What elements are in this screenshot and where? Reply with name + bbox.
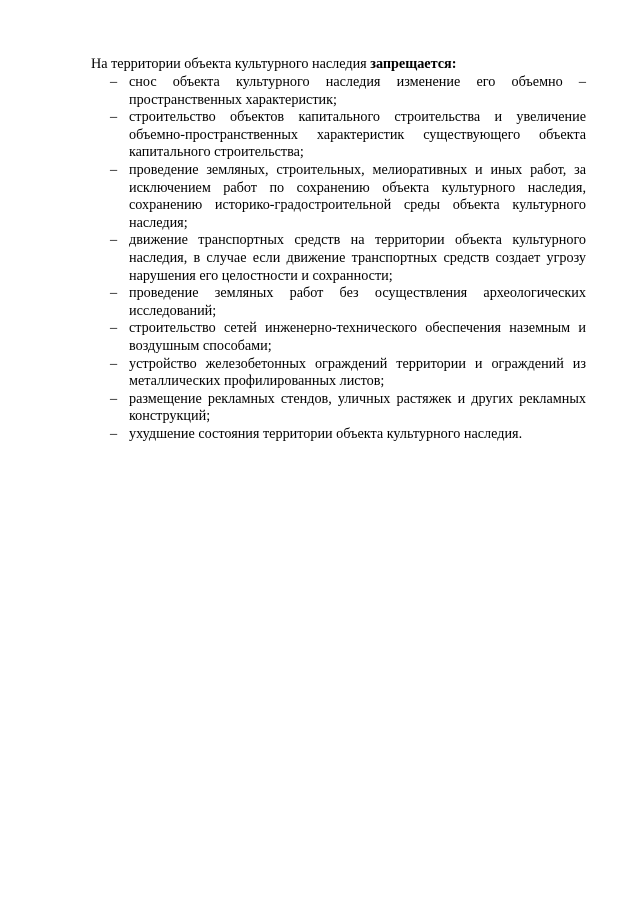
list-item-text: проведение земляных, строительных, мелиоративных и иных работ, за исключением работ по сохранению объекта культурного наследия, сохранению историко-градостроительной среды объекта культурного наследия; xyxy=(129,161,586,231)
list-item xyxy=(110,109,586,162)
dash-bullet: – xyxy=(110,390,118,407)
list-item-text: ухудшение состояния территории объекта культурного наследия. xyxy=(129,425,523,442)
intro-paragraph xyxy=(91,56,591,74)
list-item-text: движение транспортных средств на территории объекта культурного наследия, в случае если движение транспортных средств создает угрозу нарушения его целостности и сохранности; xyxy=(129,232,586,284)
dash-bullet: – xyxy=(110,161,118,178)
intro-emphasis: запрещается: xyxy=(370,56,457,72)
list-item-text: строительство объектов капитального строительства и увеличение объемно-пространственных характеристик существующего объекта капитального строительства; xyxy=(129,109,586,161)
list-item-text: строительство сетей инженерно-технического обеспечения наземным и воздушным способами; xyxy=(129,320,586,354)
list-item xyxy=(110,426,586,444)
list-item-text: размещение рекламных стендов, уличных растяжек и других рекламных конструкций; xyxy=(129,390,586,425)
list-item xyxy=(110,232,586,285)
list-item-text: снос объекта культурного наследия изменение его объемно – пространственных характеристик; xyxy=(129,74,586,108)
list-item-text: проведение земляных работ без осуществления археологических исследований; xyxy=(129,285,586,319)
dash-bullet: – xyxy=(110,355,118,372)
list-item xyxy=(110,74,586,109)
dash-bullet: – xyxy=(110,285,118,302)
dash-bullet: – xyxy=(110,320,118,337)
list-item-text: устройство железобетонных ограждений территории и ограждений из металлических профилированных листов; xyxy=(129,355,586,390)
list-item xyxy=(110,162,586,232)
intro-text: На территории объекта культурного наследия xyxy=(91,56,367,72)
dash-bullet: – xyxy=(110,74,118,90)
dash-bullet: – xyxy=(110,109,118,126)
prohibitions-list xyxy=(110,74,586,443)
dash-bullet: – xyxy=(110,232,118,249)
list-item xyxy=(110,285,586,320)
list-item xyxy=(110,391,586,426)
list-item xyxy=(110,320,586,355)
dash-bullet: – xyxy=(110,425,118,442)
list-item xyxy=(110,356,586,391)
